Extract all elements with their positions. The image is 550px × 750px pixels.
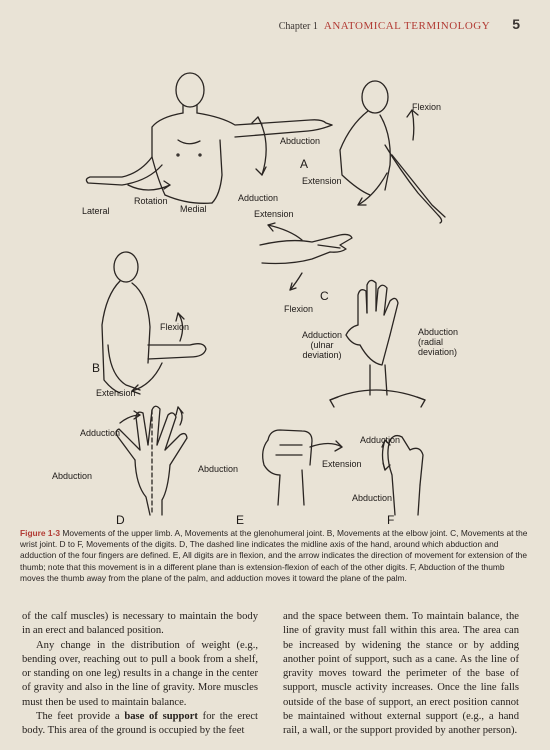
label-flexion-c: Flexion — [284, 304, 314, 314]
letter-c: C — [320, 289, 329, 303]
letter-b: B — [92, 361, 101, 375]
letter-d: D — [116, 513, 125, 527]
panel-f-hand — [388, 436, 423, 515]
label-rotation: Rotation — [134, 196, 168, 206]
label-abduction-d: Abduction — [52, 471, 93, 481]
text-run: The feet provide a — [36, 711, 125, 723]
label-medial: Medial — [180, 204, 207, 214]
panel-e-fist — [263, 430, 312, 505]
figure-1-3 — [40, 45, 520, 525]
label-adduction-d: Adduction — [80, 428, 121, 438]
figure-caption — [20, 528, 528, 584]
panel-b-figure — [102, 252, 206, 393]
text-run: for the erect body. This area of the ground is occupied by the feet — [22, 711, 258, 737]
chapter-title: ANATOMICAL TERMINOLOGY — [323, 20, 491, 32]
label-abduction-radial: Abduction (radial deviation) — [418, 327, 459, 357]
term-base-of-support: base of support — [124, 711, 198, 723]
label-abduction-a: Abduction — [280, 136, 321, 146]
label-adduction-f: Adduction — [360, 435, 401, 445]
caption-label: Figure 1-3 — [20, 528, 61, 538]
label-flexion-a: Flexion — [412, 102, 442, 112]
page-number: 5 — [512, 16, 520, 32]
panel-c-hand — [260, 234, 352, 263]
label-abduction-e: Abduction — [198, 464, 239, 474]
chapter-label: Chapter 1 — [278, 21, 318, 32]
letter-f: F — [387, 513, 395, 527]
body-column-right — [283, 610, 519, 739]
label-adduction-ulnar: Adduction (ulnar deviation) — [302, 330, 343, 360]
letter-e: E — [236, 513, 245, 527]
paragraph: of the calf muscles) is necessary to maintain the body in an erect and balanced position. — [22, 611, 258, 637]
label-extension-b: Extension — [96, 388, 136, 398]
label-extension-c: Extension — [254, 209, 294, 219]
paragraph: Any change in the distribution of weight (e.g., bending over, reaching out to pull a book from a shelf, or standing on one leg) results in a change in the center of gravity and also in the line of gravity. More muscles must then be used to maintain balance. — [22, 639, 258, 708]
label-lateral: Lateral — [82, 206, 110, 216]
figure-illustration — [40, 45, 520, 525]
arc-deviation — [330, 390, 425, 400]
letter-a: A — [300, 157, 309, 171]
label-abduction-f: Abduction — [352, 493, 393, 503]
arrow-abduction-adduction — [258, 117, 266, 175]
label-adduction-a: Adduction — [238, 193, 279, 203]
running-head — [279, 16, 520, 32]
paragraph: and the space between them. To maintain balance, the line of gravity must fall within this area. The area can be increased by widening the stance or by adding another point of support, such as a cane. As the line of gravity moves toward the perimeter of the base of support, muscle activity increases. Once the line falls outside of the base of support, an erect position cannot be maintained without external support (e.g., a hand rail, a wall, or the support provided by another person). — [283, 611, 519, 737]
caption-text: Movements of the upper limb. A, Movements at the glenohumeral joint. B, Movements at the elbow joint. C, Movements at the wrist joint. D to F, Movements of the digits. D, The dashed line indicates the midline axis of the hand, around which abduction and adduction of the four fingers are defined. E, All digits are in flexion, and the arrow indicates the direction of movement for extension of the thumb; note that this movement is in a different plane than is extension-flexion of each of the other digits. F, Abduction of the thumb moves the thumb away from the plane of the palm, and adduction moves it toward the plane of the palm. — [20, 528, 528, 583]
paragraph-base-of-support — [22, 710, 258, 739]
panel-c-palm — [346, 280, 398, 395]
label-extension-e: Extension — [322, 459, 362, 469]
label-extension-a: Extension — [302, 176, 342, 186]
body-column-left — [22, 610, 258, 739]
label-flexion-b: Flexion — [160, 322, 190, 332]
